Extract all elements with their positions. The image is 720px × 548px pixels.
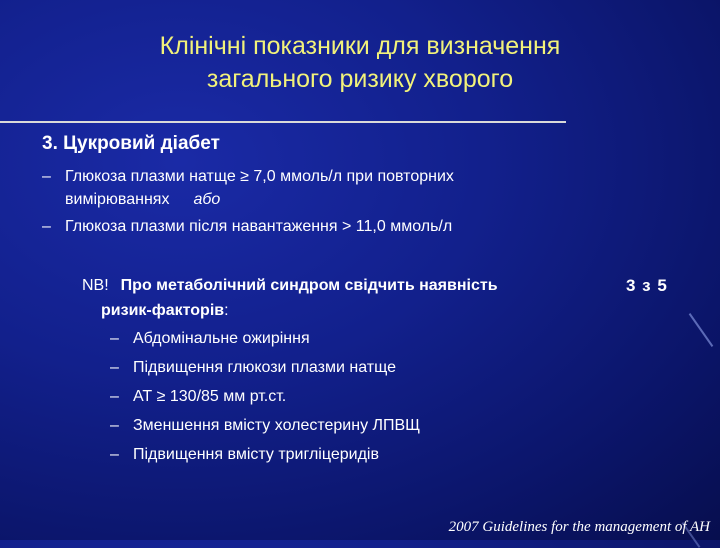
risk-factor-item (110, 329, 310, 349)
slide-title-line-1: Клінічні показники для визначення (159, 32, 561, 60)
nb-statement (82, 276, 498, 296)
risk-factor-item (110, 358, 396, 378)
title-divider (0, 121, 566, 123)
connector-word: або (193, 191, 221, 208)
bullet-dash: – (110, 417, 119, 434)
risk-factor-text: Зменшення вмісту холестерину ЛПВЩ (133, 417, 421, 434)
criterion-text: Глюкоза плазми натще ≥ 7,0 ммоль/л при повторних (65, 168, 454, 185)
nb-statement-continuation (101, 301, 229, 321)
bullet-dash: – (110, 330, 119, 347)
slide-title-line-2: загального ризику хворого (206, 65, 514, 93)
risk-factor-item (110, 416, 420, 436)
slide-title (60, 30, 660, 96)
criterion-text: вимірюваннях (65, 191, 170, 208)
bullet-dash: – (110, 446, 119, 463)
risk-factor-text: Підвищення вмісту тригліцеридів (133, 446, 379, 463)
risk-factor-text: АТ ≥ 130/85 мм рт.ст. (133, 388, 287, 405)
criterion-item (42, 167, 454, 187)
risk-factor-text: Підвищення глюкози плазми натще (133, 359, 396, 376)
nb-colon: : (224, 302, 229, 319)
criterion-continuation (65, 190, 220, 210)
bullet-dash: – (42, 168, 51, 185)
bullet-dash: – (42, 218, 51, 235)
risk-factor-text: Абдомінальне ожиріння (133, 330, 310, 347)
nb-statement-text: ризик-факторів (101, 302, 225, 319)
criterion-text: Глюкоза плазми після навантаження > 11,0 ммоль/л (65, 218, 453, 235)
risk-factor-item (110, 445, 379, 465)
bullet-dash: – (110, 359, 119, 376)
nb-count: 3 з 5 (626, 276, 668, 295)
decorative-line (689, 313, 714, 347)
bullet-dash: – (110, 388, 119, 405)
nb-statement-text: Про метаболічний синдром свідчить наявність (120, 277, 498, 294)
nb-prefix: NB! (82, 277, 109, 294)
criterion-item (42, 217, 452, 237)
footer-source: 2007 Guidelines for the management of AH (448, 519, 710, 535)
section-heading: 3. Цукровий діабет (42, 133, 220, 154)
risk-factor-item (110, 387, 286, 407)
